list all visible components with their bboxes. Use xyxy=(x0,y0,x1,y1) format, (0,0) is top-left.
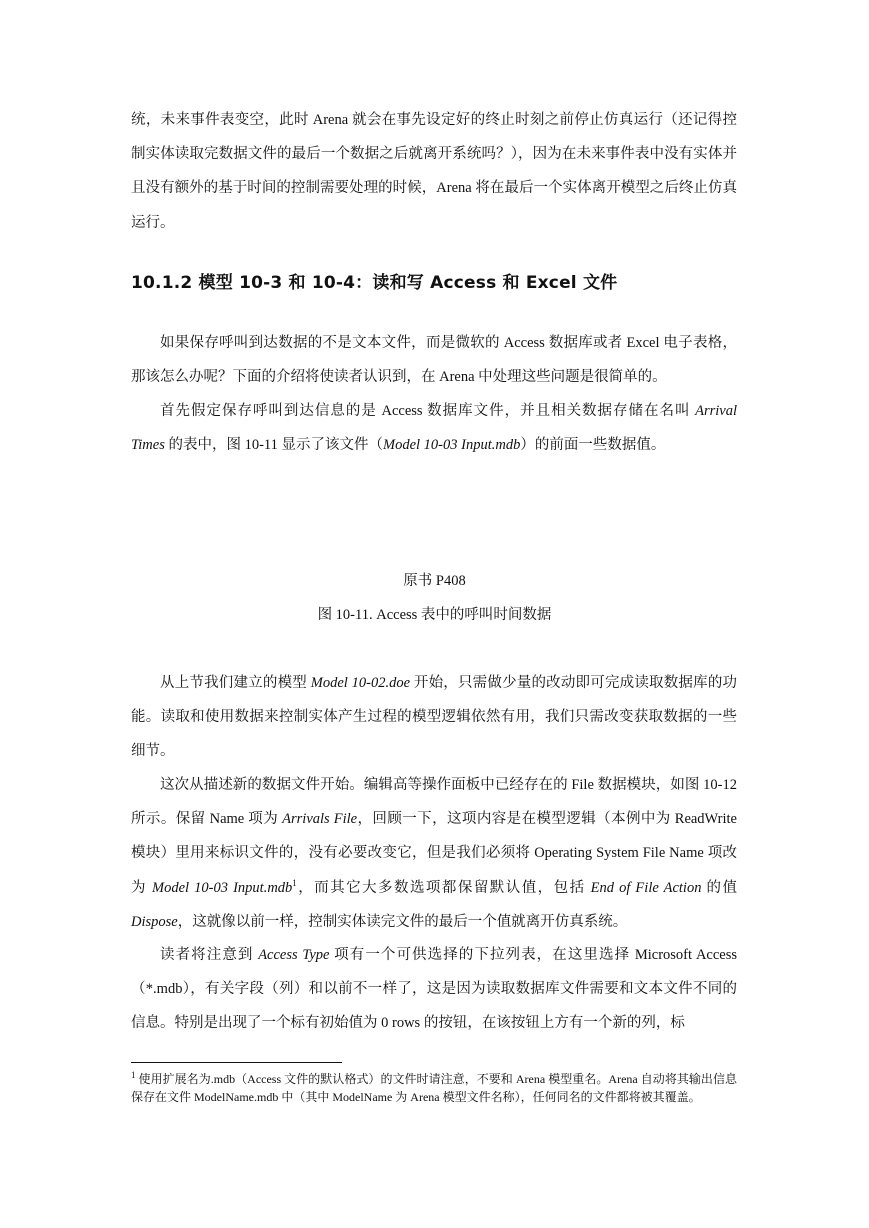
paragraph-3: 从上节我们建立的模型 Model 10-02.doe 开始，只需做少量的改动即可完成读取数据库的功能。读取和使用数据来控制实体产生过程的模型逻辑依然有用，我们只需改变获取数据的一些细节。 xyxy=(131,675,738,760)
paragraph-1: 如果保存呼叫到达数据的不是文本文件，而是微软的 Access 数据库或者 Excel 电子表格，那该怎么办呢？下面的介绍将使读者认识到，在 Arena 中处理这些问题是很简单的。 xyxy=(131,335,737,386)
figure-caption: 图 10-11. Access 表中的呼叫时间数据 xyxy=(317,607,552,623)
figure-source-reference: 原书 P408 xyxy=(403,573,466,589)
paragraph-4: 这次从描述新的数据文件开始。编辑高等操作面板中已经存在的 File 数据模块，如图 10-12 所示。保留 Name 项为 Arrivals File，回顾一下，这项内容是在模型逻辑（本例中为 ReadWrite 模块）里用来标识文件的，没有必要改变它，但是我们必须将 Operating System File Name 项改为 Model 10-03 Input.mdb$^1$，而其它大多数选项都保留默认值，包括 End of File Action 的值 Dispose，这就像以前一样，控制实体读完文件的最后一个值就离开仿真系统。 xyxy=(131,777,738,930)
footnote-divider xyxy=(131,1062,342,1063)
paragraph-5: 读者将注意到 Access Type 项有一个可供选择的下拉列表，在这里选择 Microsoft Access（*.mdb），有关字段（列）和以前不一样了，这是因为读取数据库文件需要和文本文件不同的信息。特别是出现了一个标有初始值为 0 rows 的按钮，在该按钮上方有一个新的列，标 xyxy=(131,947,738,1032)
footnote-reference: 1 xyxy=(292,877,297,888)
section-heading: 10.1.2 模型 10-3 和 10-4：读和写 Access 和 Excel 文件 xyxy=(131,273,618,293)
footnote-mark: 1 xyxy=(131,1070,136,1080)
paragraph-2: 首先假定保存呼叫到达信息的是 Access 数据库文件，并且相关数据存储在名叫 Arrival Times 的表中，图 10-11 显示了该文件（Model 10-03 Input.mdb）的前面一些数据值。 xyxy=(131,403,737,454)
footnote: $^1$ 使用扩展名为.mdb（Access 文件的默认格式）的文件时请注意，不要和 Arena 模型重名。Arena 自动将其输出信息保存在文件 ModelName.mdb 中（其中 ModelName 为 Arena 模型文件名称），任何同名的文件都将被其覆盖。 xyxy=(131,1070,737,1104)
paragraph-intro: 统，未来事件表变空，此时 Arena 就会在事先设定好的终止时刻之前停止仿真运行（还记得控制实体读取完数据文件的最后一个数据之后就离开系统吗？），因为在未来事件表中没有实体并且没有额外的基于时间的控制需要处理的时候，Arena 将在最后一个实体离开模型之后终止仿真运行。 xyxy=(131,112,737,231)
